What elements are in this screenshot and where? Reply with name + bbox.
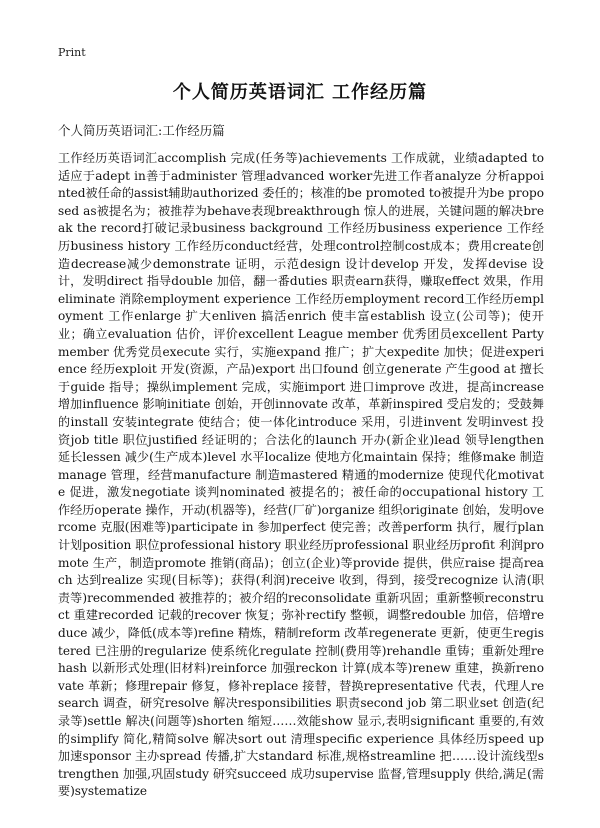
document-subtitle: 个人简历英语词汇:工作经历篇 <box>58 123 225 138</box>
document-title: 个人简历英语词汇 工作经历篇 <box>172 82 428 103</box>
document-body: 工作经历英语词汇accomplish 完成(任务等)achievements 工作成就，业绩adapted to适应于adept in善于administer 管理advanced worker先进工作者analyze 分析appointed被任命的assist辅助authorized 委任的；核准的be promoted to被提升为be proposed as被提名为；被推荐为behave表现breakthrough 惊人的进展，关键问题的解决break the record打破记录business background 工作经历business experience 工作经历business history 工作经历conduct经营，处理control控制cost成本；费用create创造decrease减少demonstrate 证明，示范design 设计develop 开发，发挥devise 设计，发明direct 指导double 加倍，翻一番duties 职责earn获得，赚取effect 效果，作用eliminate 消除employment experience 工作经历employment record工作经历employment 工作enlarge 扩大enliven 搞活enrich 使丰富establish 设立(公司等)；使开业；确立evaluation 估价，评价excellent League member 优秀团员excellent Party member 优秀党员execute 实行，实施expand 推广；扩大expedite 加快；促进experience 经历exploit 开发(资源，产品)export 出口found 创立generate 产生good at 擅长于guide 指导；操纵implement 完成，实施import 进口improve 改进，提高increase 增加influence 影响initiate 创始，开创innovate 改革，革新inspired 受启发的；受鼓舞的install 安装integrate 使结合；使一体化introduce 采用，引进invent 发明invest 投资job title 职位justified 经证明的；合法化的launch 开办(新企业)lead 领导lengthen 延长lessen 减少(生产成本)level 水平localize 使地方化maintain 保持；维修make 制造manage 管理，经营manufacture 制造mastered 精通的modernize 使现代化motivate 促进，激发negotiate 谈判nominated 被提名的；被任命的occupational history 工作经历operate 操作，开动(机器等)，经营(厂矿)organize 组织originate 创始，发明overcome 克服(困难等)participate in 参加perfect 使完善；改善perform 执行，履行plan 计划position 职位professional history 职业经历professional 职业经历profit 利润promote 生产，制造promote 推销(商品)；创立(企业)等provide 提供，供应raise 提高reach 达到realize 实现(目标等)；获得(利润)receive 收到，得到，接受recognize 认清(职责等)recommended 被推荐的；被介绍的reconsolidate 重新巩固；重新整顿reconstruct 重建recorded 记载的recover 恢复；弥补rectify 整顿，调整redouble 加倍，倍增reduce 减少，降低(成本等)refine 精炼，精制reform 改革regenerate 更新，使更生registered 已注册的regularize 使系统化regulate 控制(费用等)rehandle 重铸；重新处理rehash 以新形式处理(旧材料)reinforce 加强reckon 计算(成本等)renew 重建，换新renovate 革新；修理repair 修复，修补replace 接替，替换representative 代表，代理人research 调查，研究resolve 解决responsibilities 职责second job 第二职业set 创造(纪录等)settle 解决(问题等)shorten 缩短……效能show 显示,表明significant 重要的,有效的simplify 简化,精简solve 解决sort out 清理specific experience 具体经历speed up 加速sponsor 主办spread 传播,扩大standard 标准,规格streamline 把……设计流线型strengthen 加强,巩固study 研究succeed 成功supervise 监督,管理supply 供给,满足(需要)systematize <box>58 151 545 799</box>
print-label: Print <box>58 46 86 59</box>
